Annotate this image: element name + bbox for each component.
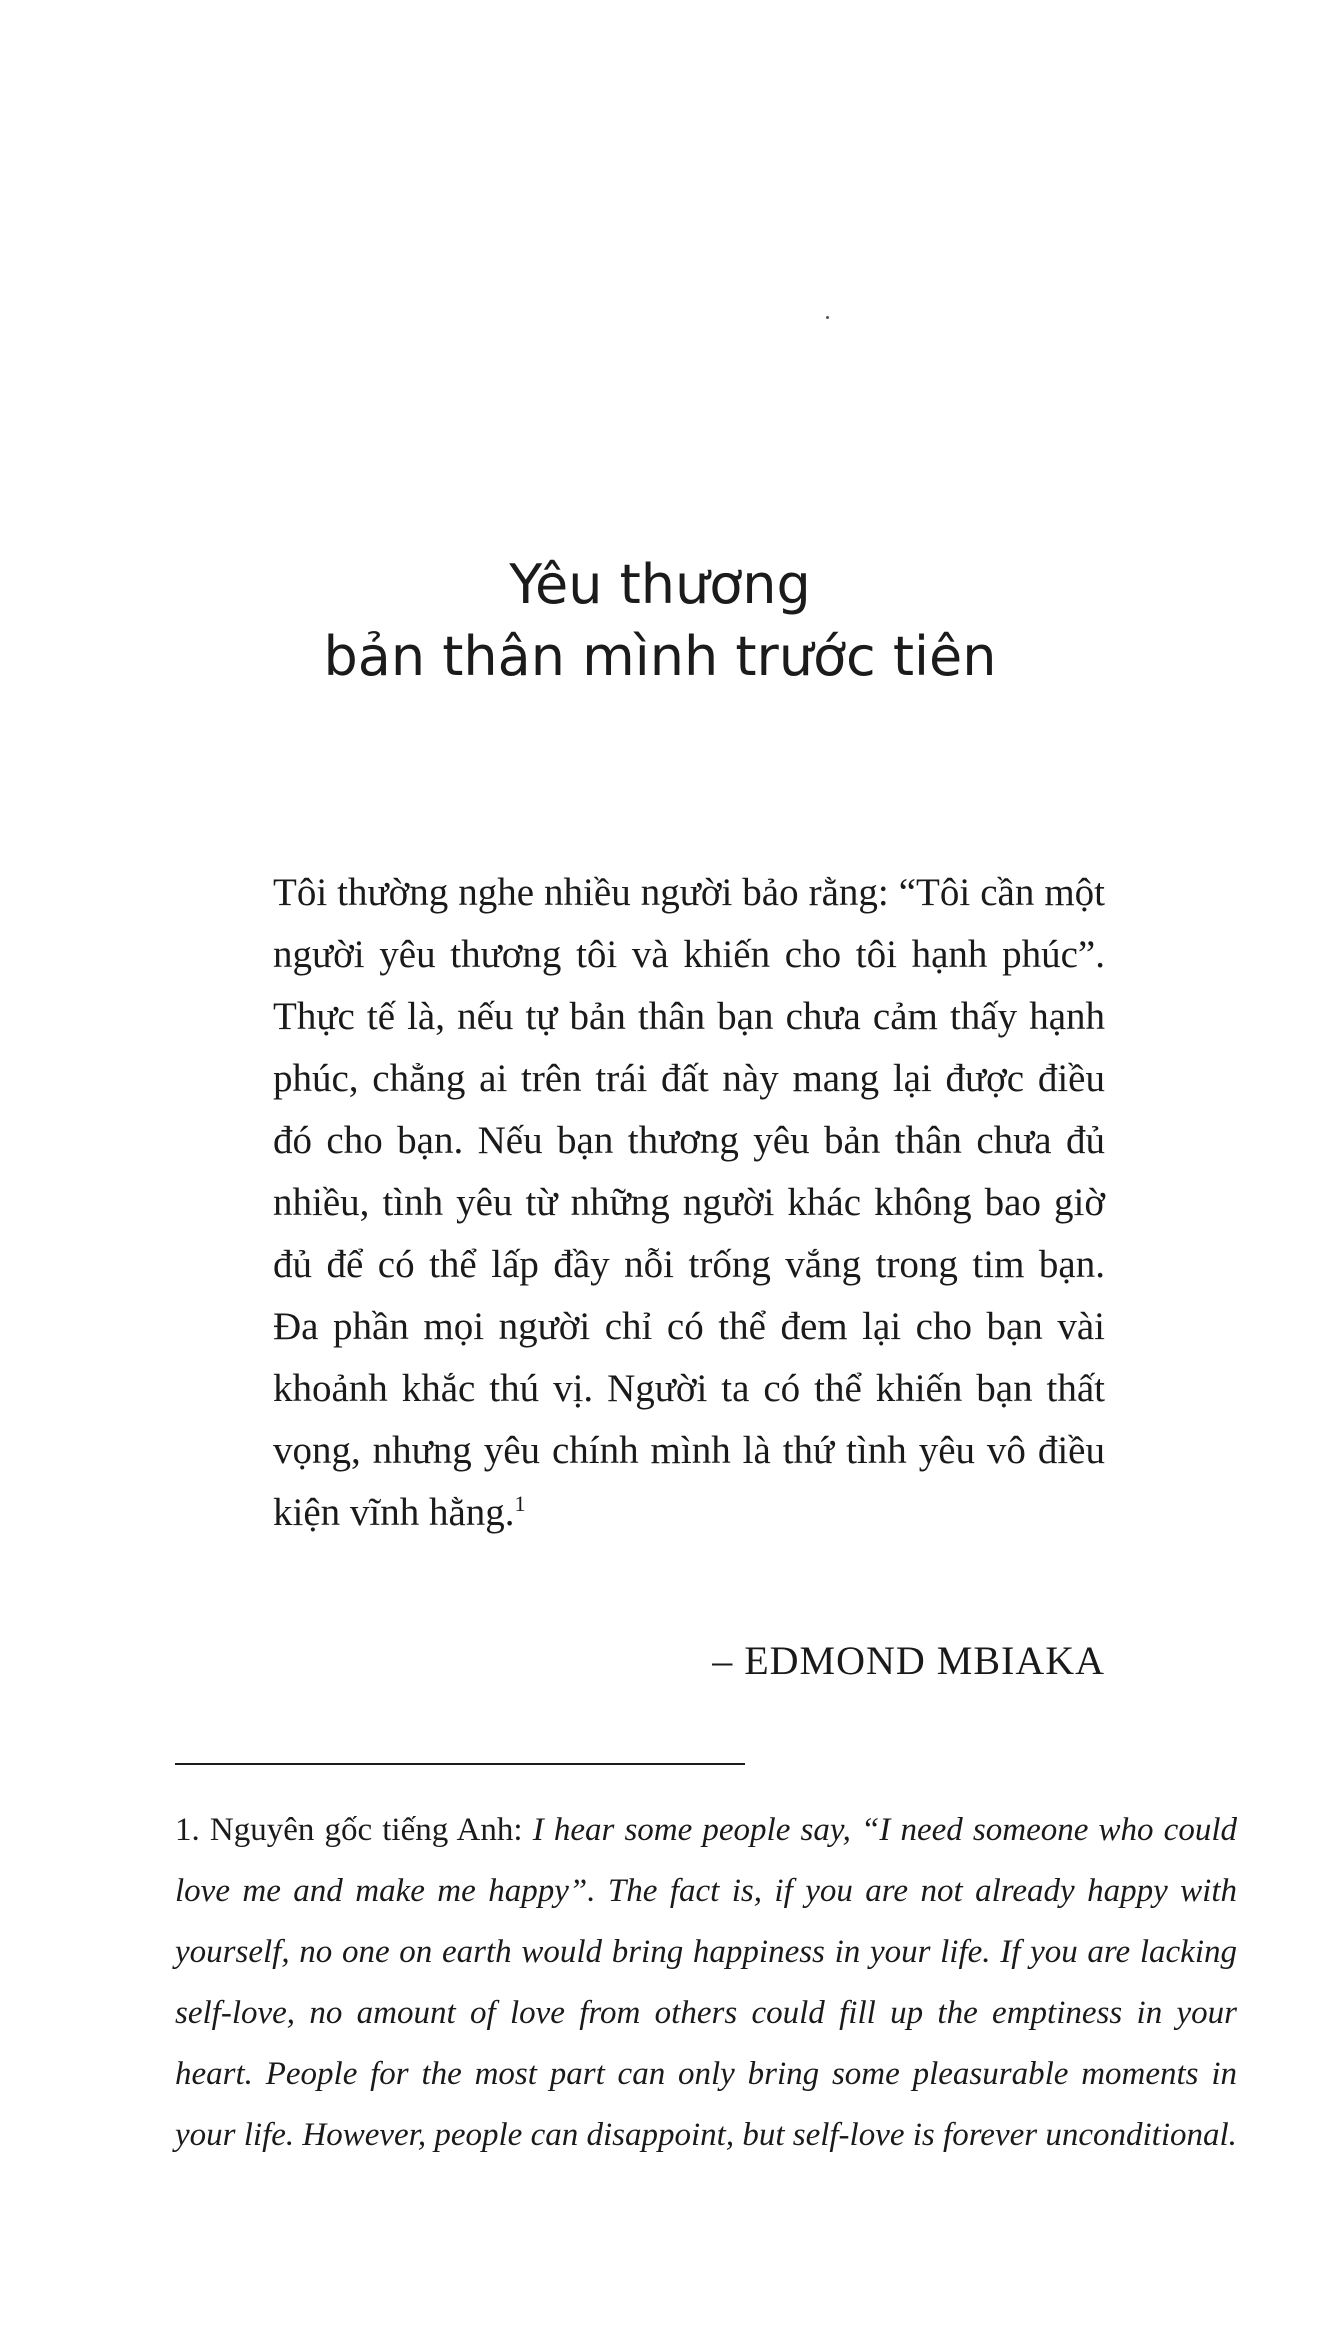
chapter-title-line-2: bản thân mình trước tiên	[323, 625, 997, 688]
quote-attribution: – EDMOND MBIAKA	[712, 1638, 1105, 1683]
footnote	[175, 1800, 1237, 2166]
print-speck	[826, 316, 829, 319]
footnote-reference: 1	[514, 1491, 526, 1516]
footnote-label: 1. Nguyên gốc tiếng Anh:	[175, 1812, 533, 1848]
quote-paragraph	[273, 862, 1105, 1544]
quote-text: Tôi thường nghe nhiều người bảo rằng: “Tôi cần một người yêu thương tôi và khiến cho tôi hạnh phúc”. Thực tế là, nếu tự bản thân bạn chưa cảm thấy hạnh phúc, chẳng ai trên trái đất này mang lại được điều đó cho bạn. Nếu bạn thương yêu bản thân chưa đủ nhiều, tình yêu từ những người khác không bao giờ đủ để có thể lấp đầy nỗi trống vắng trong tim bạn. Đa phần mọi người chỉ có thể đem lại cho bạn vài khoảnh khắc thú vị. Người ta có thể khiến bạn thất vọng, nhưng yêu chính mình là thứ tình yêu vô điều kiện vĩnh hằng.	[273, 871, 1105, 1534]
footnote-english-text: I hear some people say, “I need someone who could love me and make me happy”. The fact is, if you are not already happy with yourself, no one on earth would bring happiness in your life. If you are lacking self-love, no amount of love from others could fill up the emptiness in your heart. People for the most part can only bring some pleasurable moments in your life. However, people can disappoint, but self-love is forever unconditional.	[175, 1812, 1237, 2153]
chapter-title-line-1: Yêu thương	[509, 553, 811, 616]
footnote-divider	[175, 1763, 745, 1765]
